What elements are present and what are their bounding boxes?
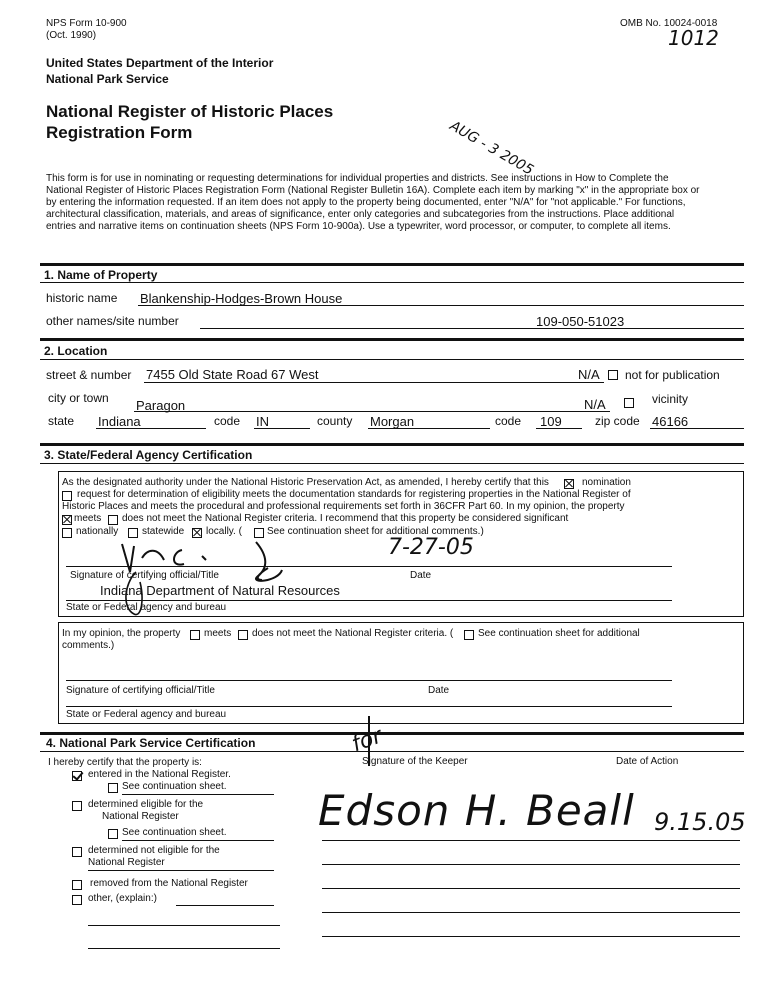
see-continuation-1-label: See continuation sheet. xyxy=(122,781,227,792)
field-line xyxy=(650,428,744,429)
county-value[interactable]: Morgan xyxy=(370,414,415,429)
opinion-meets-label: meets xyxy=(204,628,232,639)
opinion-does-not-meet-label: does not meet the National Register criteria. ( xyxy=(252,628,454,639)
field-line xyxy=(96,428,206,429)
field-line xyxy=(122,840,274,841)
instructions-line: entries and narrative items on continuation sheets (NPS Form 10-900a). Use a typewriter, word processor, or computer, to complete all items. xyxy=(46,221,671,232)
certification-line3: Historic Places and meets the procedural and professional requirements set forth in 36CFR Part 60. In my opinion, the property xyxy=(62,501,625,512)
state-label: state xyxy=(48,414,75,428)
section-underline xyxy=(40,282,744,283)
section-underline xyxy=(40,751,744,752)
see-continuation-2-checkbox[interactable] xyxy=(108,829,118,839)
nomination-checkbox[interactable] xyxy=(564,479,574,489)
not-for-publication-checkbox[interactable] xyxy=(608,370,618,380)
opinion-continuation-checkbox[interactable] xyxy=(464,630,474,640)
field-line xyxy=(322,912,740,913)
does-not-meet-checkbox[interactable] xyxy=(108,515,118,525)
does-not-meet-label: does not meet the National Register criteria. I recommend that this property be considered significant xyxy=(122,513,569,524)
statewide-label: statewide xyxy=(142,526,185,537)
locally-label: locally. ( xyxy=(206,526,242,537)
historic-name-label: historic name xyxy=(46,291,118,305)
service-name: National Park Service xyxy=(46,72,169,86)
eligible-label: determined eligible for the xyxy=(88,799,204,810)
street-na: N/A xyxy=(578,367,600,382)
certification-date: 7-27-05 xyxy=(388,535,474,560)
field-line xyxy=(322,864,740,865)
field-line xyxy=(138,305,744,306)
field-line xyxy=(144,382,604,383)
handwritten-corner-number: 1012 xyxy=(668,26,719,50)
section-divider xyxy=(40,732,744,735)
state-value[interactable]: Indiana xyxy=(98,414,141,429)
keeper-certify-intro: I hereby certify that the property is: xyxy=(48,757,202,768)
not-eligible-checkbox[interactable] xyxy=(72,847,82,857)
section-divider xyxy=(40,338,744,341)
removed-label: removed from the National Register xyxy=(90,878,248,889)
vicinity-label: vicinity xyxy=(652,392,689,406)
not-eligible-label-2: National Register xyxy=(88,857,165,868)
certification-line1: As the designated authority under the National Historic Preservation Act, as amended, I hereby certify that this xyxy=(62,477,549,488)
state-code-label: code xyxy=(214,414,241,428)
county-code-value[interactable]: 109 xyxy=(540,414,562,429)
field-line xyxy=(88,870,274,871)
agency-value: Indiana Department of Natural Resources xyxy=(100,583,340,598)
street-value[interactable]: 7455 Old State Road 67 West xyxy=(146,367,319,382)
section-underline xyxy=(40,359,744,360)
entered-label: entered in the National Register. xyxy=(88,769,231,780)
nationally-label: nationally xyxy=(76,526,119,537)
see-continuation-1-checkbox[interactable] xyxy=(108,783,118,793)
street-label: street & number xyxy=(46,368,132,382)
section2-heading: 2. Location xyxy=(44,344,108,358)
nationally-checkbox[interactable] xyxy=(62,528,72,538)
form-subtitle: Registration Form xyxy=(46,123,193,142)
handwritten-stroke xyxy=(368,716,370,766)
for-mark: for xyxy=(348,723,386,758)
signature-label: Signature of certifying official/Title xyxy=(70,570,219,581)
section4-heading: 4. National Park Service Certification xyxy=(46,736,256,750)
field-line xyxy=(122,794,274,795)
opinion-text: In my opinion, the property xyxy=(62,628,181,639)
form-date: (Oct. 1990) xyxy=(46,30,97,41)
certification-line2: request for determination of eligibility meets the documentation standards for registering properties in the National Register of xyxy=(77,489,631,500)
agency-label-2: State or Federal agency and bureau xyxy=(66,709,227,720)
field-line xyxy=(368,428,490,429)
date-label-2: Date xyxy=(428,685,450,696)
field-line xyxy=(322,840,740,841)
agency-line xyxy=(66,600,672,601)
opinion-continuation-label: See continuation sheet for additional xyxy=(478,628,640,639)
agency-label: State or Federal agency and bureau xyxy=(66,602,227,613)
section-divider xyxy=(40,263,744,266)
zip-value[interactable]: 46166 xyxy=(652,414,689,429)
agency-line xyxy=(66,706,672,707)
omb-number: OMB No. 10024-0018 xyxy=(620,18,718,29)
field-line xyxy=(322,888,740,889)
county-code-label: code xyxy=(495,414,522,428)
zip-label: zip code xyxy=(595,414,640,428)
meets-label: meets xyxy=(74,513,102,524)
signature-line xyxy=(66,680,672,681)
opinion-meets-checkbox[interactable] xyxy=(190,630,200,640)
field-line xyxy=(134,411,610,412)
removed-checkbox[interactable] xyxy=(72,880,82,890)
vicinity-checkbox[interactable] xyxy=(624,398,634,408)
opinion-does-not-meet-checkbox[interactable] xyxy=(238,630,248,640)
field-line xyxy=(536,428,582,429)
date-of-action-label: Date of Action xyxy=(616,756,679,767)
field-line xyxy=(254,428,310,429)
instructions-line: National Register of Historic Places Registration Form (National Register Bulletin 16A). Complete each item by marking "x" in the appropriate box or xyxy=(46,185,700,196)
field-line xyxy=(200,328,744,329)
historic-name-value[interactable]: Blankenship-Hodges-Brown House xyxy=(140,291,343,306)
department-name: United States Department of the Interior xyxy=(46,56,274,70)
keeper-signature-label: Signature of the Keeper xyxy=(362,756,468,767)
instructions-line: architectural classification, materials, and areas of significance, enter only categories and subcategories from the instructions. Place additional xyxy=(46,209,675,220)
instructions-line: This form is for use in nominating or requesting determinations for individual properties and districts. See instructions in How to Complete the xyxy=(46,173,669,184)
opinion-comments: comments.) xyxy=(62,640,115,651)
continuation-sheet-label: See continuation sheet for additional comments.) xyxy=(267,526,484,537)
signature-label-2: Signature of certifying official/Title xyxy=(66,685,215,696)
section1-heading: 1. Name of Property xyxy=(44,268,158,282)
see-continuation-2-label: See continuation sheet. xyxy=(122,827,227,838)
meets-checkbox[interactable] xyxy=(62,515,72,525)
nomination-label: nomination xyxy=(582,477,631,488)
other-names-value[interactable]: 109-050-51023 xyxy=(536,314,625,329)
field-line xyxy=(88,948,280,949)
section-divider xyxy=(40,443,744,446)
instructions-line: by entering the information requested. If an item does not apply to the property being documented, enter "N/A" for "not applicable." For functions, xyxy=(46,197,686,208)
request-determination-checkbox[interactable] xyxy=(62,491,72,501)
eligible-checkbox[interactable] xyxy=(72,801,82,811)
keeper-signature: Edson H. Beall xyxy=(318,786,635,835)
date-label: Date xyxy=(410,570,432,581)
other-label: other, (explain:) xyxy=(88,893,157,904)
city-value[interactable]: Paragon xyxy=(136,398,186,413)
state-code-value[interactable]: IN xyxy=(256,414,269,429)
entered-checkbox[interactable] xyxy=(72,771,82,781)
action-date: 9.15.05 xyxy=(654,808,746,836)
other-names-label: other names/site number xyxy=(46,314,179,328)
received-date-stamp: AUG - 3 2005 xyxy=(447,118,537,179)
field-line xyxy=(88,925,280,926)
form-number: NPS Form 10-900 xyxy=(46,18,127,29)
city-label: city or town xyxy=(48,391,109,405)
section-underline xyxy=(40,463,744,464)
form-title: National Register of Historic Places xyxy=(46,102,334,121)
county-label: county xyxy=(317,414,353,428)
field-line xyxy=(176,905,274,906)
signature-line xyxy=(66,566,672,567)
city-na: N/A xyxy=(584,397,606,412)
not-for-publication-label: not for publication xyxy=(625,368,720,382)
field-line xyxy=(322,936,740,937)
section3-heading: 3. State/Federal Agency Certification xyxy=(44,448,253,462)
eligible-label-2: National Register xyxy=(102,811,179,822)
other-checkbox[interactable] xyxy=(72,895,82,905)
not-eligible-label: determined not eligible for the xyxy=(88,845,220,856)
